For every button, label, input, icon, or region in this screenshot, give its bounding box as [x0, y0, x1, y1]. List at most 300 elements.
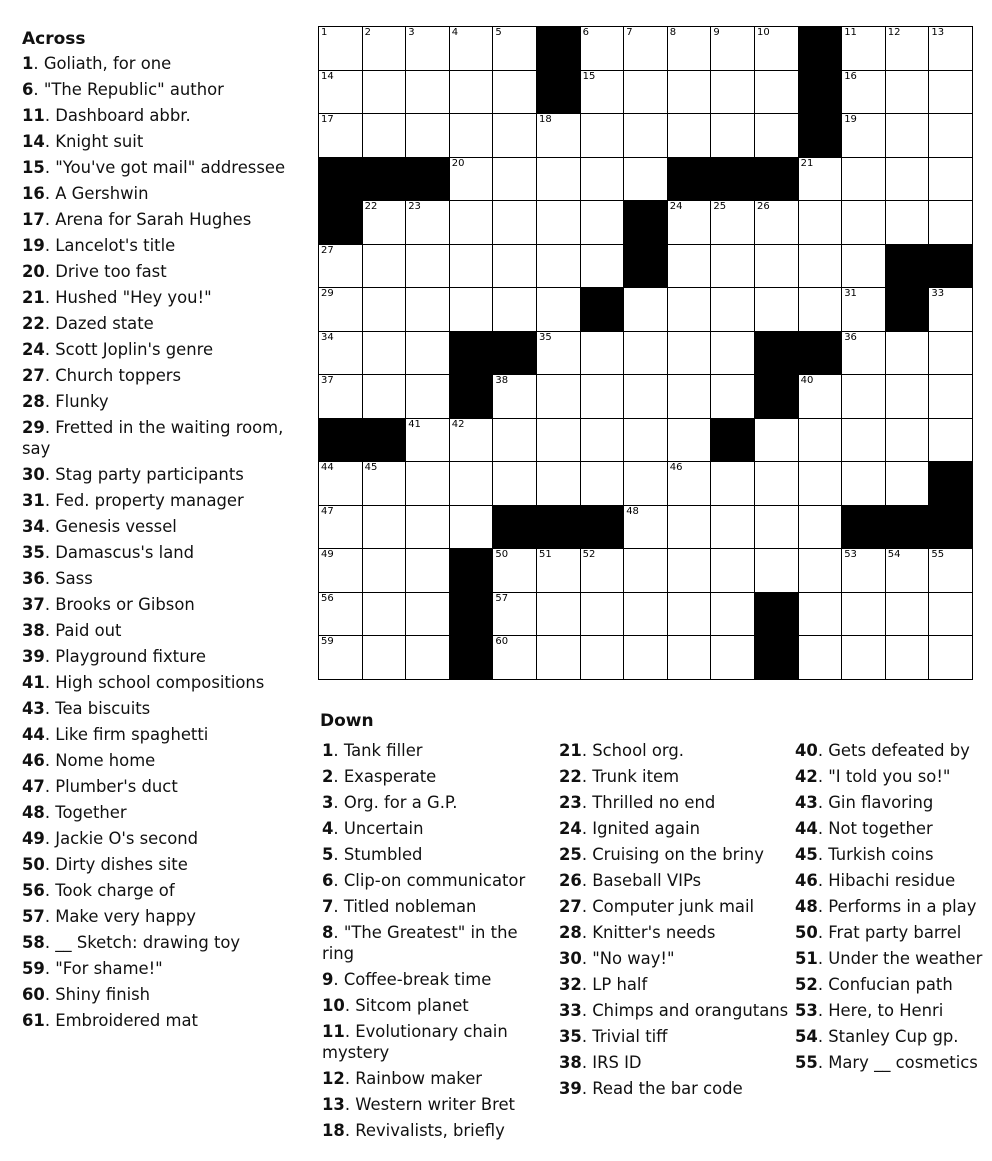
grid-cell[interactable]	[755, 419, 798, 462]
grid-cell[interactable]	[581, 27, 624, 70]
grid-cell[interactable]	[450, 288, 493, 331]
down-clue[interactable]: 40. Gets defeated by	[795, 741, 970, 760]
grid-cell[interactable]	[581, 593, 624, 636]
grid-cell[interactable]	[363, 71, 406, 114]
across-clue[interactable]: 21. Hushed "Hey you!"	[22, 288, 212, 307]
grid-cell[interactable]	[711, 288, 754, 331]
grid-cell[interactable]	[624, 593, 667, 636]
clue-number: 13	[322, 1095, 345, 1114]
down-clue[interactable]: 42. "I told you so!"	[795, 767, 951, 786]
grid-cell[interactable]	[711, 245, 754, 288]
grid-cell[interactable]	[450, 245, 493, 288]
grid-cell[interactable]	[493, 71, 536, 114]
across-clue[interactable]: 27. Church toppers	[22, 366, 182, 385]
grid-cell[interactable]	[755, 462, 798, 505]
grid-cell[interactable]	[886, 71, 929, 114]
grid-cell[interactable]	[711, 462, 754, 505]
grid-cell[interactable]	[799, 245, 842, 288]
across-clue[interactable]: 24. Scott Joplin's genre	[22, 340, 214, 359]
grid-cell[interactable]	[668, 549, 711, 592]
cell-number: 37	[321, 375, 334, 387]
grid-cell[interactable]	[406, 419, 449, 462]
across-clue[interactable]: 22. Dazed state	[22, 314, 154, 333]
grid-cell[interactable]	[668, 114, 711, 157]
grid-cell[interactable]	[799, 549, 842, 592]
down-clue[interactable]: 32. LP half	[559, 975, 648, 994]
grid-cell[interactable]	[842, 549, 885, 592]
cell-number: 59	[321, 636, 334, 648]
down-clue[interactable]: 51. Under the weather	[795, 949, 983, 968]
down-clue[interactable]: 50. Frat party barrel	[795, 923, 962, 942]
grid-cell[interactable]	[711, 506, 754, 549]
down-clue[interactable]: 10. Sitcom planet	[322, 996, 469, 1015]
down-clue[interactable]: 43. Gin flavoring	[795, 793, 934, 812]
grid-cell[interactable]	[493, 636, 536, 679]
grid-cell[interactable]	[929, 114, 972, 157]
grid-cell[interactable]	[537, 158, 580, 201]
grid-cell[interactable]	[581, 419, 624, 462]
grid-cell[interactable]	[493, 419, 536, 462]
grid-cell[interactable]	[929, 549, 972, 592]
grid-cell[interactable]	[711, 636, 754, 679]
grid-cell[interactable]	[493, 549, 536, 592]
grid-cell[interactable]	[624, 375, 667, 418]
down-clue[interactable]: 27. Computer junk mail	[559, 897, 755, 916]
grid-cell[interactable]	[493, 462, 536, 505]
down-clue[interactable]: 13. Western writer Bret	[322, 1095, 515, 1114]
across-clue[interactable]: 56. Took charge of	[22, 881, 175, 900]
grid-cell[interactable]	[842, 114, 885, 157]
grid-cell[interactable]	[799, 506, 842, 549]
grid-cell[interactable]	[319, 375, 362, 418]
clue-text: Jackie O's second	[55, 829, 199, 848]
down-clue[interactable]: 11. Evolutionary chain mystery	[322, 1022, 508, 1062]
across-clue[interactable]: 37. Brooks or Gibson	[22, 595, 195, 614]
grid-cell[interactable]	[799, 375, 842, 418]
grid-cell[interactable]	[493, 245, 536, 288]
cell-number: 49	[321, 549, 334, 561]
grid-cell[interactable]	[363, 549, 406, 592]
grid-cell[interactable]	[929, 636, 972, 679]
down-clue[interactable]: 5. Stumbled	[322, 845, 423, 864]
grid-cell[interactable]	[450, 201, 493, 244]
down-clue[interactable]: 48. Performs in a play	[795, 897, 977, 916]
grid-cell[interactable]	[624, 288, 667, 331]
grid-cell[interactable]	[493, 375, 536, 418]
black-square	[755, 158, 798, 201]
down-clue[interactable]: 53. Here, to Henri	[795, 1001, 944, 1020]
clue-text: Knight suit	[55, 132, 144, 151]
grid-cell[interactable]	[711, 332, 754, 375]
across-clue[interactable]: 30. Stag party participants	[22, 465, 244, 484]
grid-cell[interactable]	[842, 201, 885, 244]
clue-text: Evolutionary chain mystery	[322, 1022, 508, 1062]
grid-cell[interactable]	[711, 593, 754, 636]
grid-cell[interactable]	[363, 636, 406, 679]
across-clue[interactable]: 44. Like firm spaghetti	[22, 725, 209, 744]
grid-cell[interactable]	[711, 375, 754, 418]
across-clue[interactable]: 43. Tea biscuits	[22, 699, 151, 718]
clue-number: 35	[559, 1027, 582, 1046]
clue-text: Knitter's needs	[592, 923, 716, 942]
grid-cell[interactable]	[537, 549, 580, 592]
down-clue[interactable]: 28. Knitter's needs	[559, 923, 716, 942]
down-clue[interactable]: 35. Trivial tiff	[559, 1027, 668, 1046]
grid-cell[interactable]	[711, 201, 754, 244]
grid-cell[interactable]	[755, 27, 798, 70]
down-clue[interactable]: 30. "No way!"	[559, 949, 675, 968]
down-clue[interactable]: 8. "The Greatest" in the ring	[322, 923, 518, 963]
grid-cell[interactable]	[319, 593, 362, 636]
grid-cell[interactable]	[755, 245, 798, 288]
down-clue[interactable]: 38. IRS ID	[559, 1053, 642, 1072]
grid-cell[interactable]	[624, 332, 667, 375]
grid-cell[interactable]	[624, 506, 667, 549]
across-clue[interactable]: 28. Flunky	[22, 392, 109, 411]
down-clue[interactable]: 55. Mary __ cosmetics	[795, 1053, 978, 1072]
grid-cell[interactable]	[886, 375, 929, 418]
down-clue[interactable]: 26. Baseball VIPs	[559, 871, 702, 890]
grid-cell[interactable]	[624, 419, 667, 462]
clue-text: Make very happy	[55, 907, 196, 926]
clue-number: 32	[559, 975, 582, 994]
grid-cell[interactable]	[711, 71, 754, 114]
grid-cell[interactable]	[363, 375, 406, 418]
grid-cell[interactable]	[755, 506, 798, 549]
clue-text: Hibachi residue	[828, 871, 956, 890]
grid-cell[interactable]	[668, 27, 711, 70]
grid-cell[interactable]	[755, 288, 798, 331]
grid-cell[interactable]	[581, 375, 624, 418]
grid-cell[interactable]	[493, 114, 536, 157]
across-clue[interactable]: 14. Knight suit	[22, 132, 144, 151]
across-clue[interactable]: 59. "For shame!"	[22, 959, 163, 978]
across-clue[interactable]: 49. Jackie O's second	[22, 829, 199, 848]
across-clue[interactable]: 29. Fretted in the waiting room, say	[22, 418, 284, 458]
grid-cell[interactable]	[929, 593, 972, 636]
down-clue[interactable]: 3. Org. for a G.P.	[322, 793, 458, 812]
grid-cell[interactable]	[711, 27, 754, 70]
grid-cell[interactable]	[842, 593, 885, 636]
grid-cell[interactable]	[581, 71, 624, 114]
down-clue[interactable]: 46. Hibachi residue	[795, 871, 956, 890]
grid-cell[interactable]	[886, 549, 929, 592]
across-clue[interactable]: 46. Nome home	[22, 751, 156, 770]
clue-text: Hushed "Hey you!"	[55, 288, 212, 307]
grid-cell[interactable]	[493, 158, 536, 201]
grid-cell[interactable]	[363, 201, 406, 244]
grid-cell[interactable]	[406, 549, 449, 592]
grid-cell[interactable]	[799, 462, 842, 505]
grid-cell[interactable]	[581, 462, 624, 505]
grid-cell[interactable]	[929, 158, 972, 201]
grid-cell[interactable]	[581, 636, 624, 679]
grid-cell[interactable]	[624, 636, 667, 679]
grid-cell[interactable]	[668, 462, 711, 505]
grid-cell[interactable]	[406, 332, 449, 375]
grid-cell[interactable]	[668, 593, 711, 636]
grid-cell[interactable]	[363, 245, 406, 288]
grid-cell[interactable]	[711, 549, 754, 592]
down-clue[interactable]: 44. Not together	[795, 819, 933, 838]
grid-cell[interactable]	[450, 462, 493, 505]
grid-cell[interactable]	[799, 636, 842, 679]
across-clue[interactable]: 6. "The Republic" author	[22, 80, 224, 99]
grid-cell[interactable]	[886, 419, 929, 462]
across-clue[interactable]: 47. Plumber's duct	[22, 777, 178, 796]
grid-cell[interactable]	[363, 288, 406, 331]
grid-cell[interactable]	[929, 332, 972, 375]
down-clue[interactable]: 33. Chimps and orangutans	[559, 1001, 789, 1020]
across-clue[interactable]: 60. Shiny finish	[22, 985, 151, 1004]
grid-cell[interactable]	[799, 593, 842, 636]
down-clue[interactable]: 4. Uncertain	[322, 819, 424, 838]
grid-cell[interactable]	[842, 332, 885, 375]
down-clue[interactable]: 2. Exasperate	[322, 767, 437, 786]
grid-cell[interactable]	[363, 462, 406, 505]
grid-cell[interactable]	[363, 593, 406, 636]
grid-cell[interactable]	[319, 114, 362, 157]
grid-cell[interactable]	[624, 158, 667, 201]
down-clue[interactable]: 52. Confucian path	[795, 975, 953, 994]
grid-cell[interactable]	[450, 419, 493, 462]
grid-cell[interactable]	[929, 201, 972, 244]
grid-cell[interactable]	[450, 114, 493, 157]
grid-cell[interactable]	[799, 158, 842, 201]
grid-cell[interactable]	[842, 419, 885, 462]
clue-text: Arena for Sarah Hughes	[55, 210, 252, 229]
grid-cell[interactable]	[929, 288, 972, 331]
grid-cell[interactable]	[450, 506, 493, 549]
grid-cell[interactable]	[886, 636, 929, 679]
across-clue[interactable]: 41. High school compositions	[22, 673, 265, 692]
grid-cell[interactable]	[319, 462, 362, 505]
black-square	[668, 158, 711, 201]
clue-number: 34	[22, 517, 45, 536]
grid-cell[interactable]	[886, 158, 929, 201]
grid-cell[interactable]	[537, 419, 580, 462]
grid-cell[interactable]	[668, 332, 711, 375]
clue-number: 50	[795, 923, 818, 942]
across-clue[interactable]: 38. Paid out	[22, 621, 122, 640]
grid-cell[interactable]	[842, 245, 885, 288]
across-clue[interactable]: 15. "You've got mail" addressee	[22, 158, 286, 177]
clue-text: Genesis vessel	[55, 517, 177, 536]
black-square	[319, 419, 362, 462]
grid-cell[interactable]	[537, 593, 580, 636]
across-clue[interactable]: 17. Arena for Sarah Hughes	[22, 210, 252, 229]
grid-cell[interactable]	[842, 636, 885, 679]
grid-cell[interactable]	[624, 114, 667, 157]
grid-cell[interactable]	[929, 419, 972, 462]
down-clue[interactable]: 18. Revivalists, briefly	[322, 1121, 505, 1140]
grid-cell[interactable]	[624, 549, 667, 592]
grid-cell[interactable]	[581, 245, 624, 288]
grid-cell[interactable]	[406, 27, 449, 70]
grid-cell[interactable]	[929, 27, 972, 70]
grid-cell[interactable]	[406, 375, 449, 418]
grid-cell[interactable]	[799, 288, 842, 331]
grid-cell[interactable]	[319, 506, 362, 549]
across-clue[interactable]: 11. Dashboard abbr.	[22, 106, 191, 125]
grid-cell[interactable]	[406, 462, 449, 505]
black-square	[493, 506, 536, 549]
cell-number: 10	[756, 27, 770, 38]
clue-number: 30	[559, 949, 582, 968]
grid-cell[interactable]	[668, 636, 711, 679]
grid-cell[interactable]	[537, 332, 580, 375]
clue-text: Exasperate	[343, 767, 437, 786]
grid-cell[interactable]	[755, 549, 798, 592]
grid-cell[interactable]	[406, 636, 449, 679]
across-clue[interactable]: 16. A Gershwin	[22, 184, 149, 203]
grid-cell[interactable]	[842, 375, 885, 418]
grid-cell[interactable]	[406, 201, 449, 244]
black-square	[363, 158, 406, 201]
cell-number: 41	[408, 418, 421, 430]
grid-cell[interactable]	[406, 593, 449, 636]
grid-cell[interactable]	[493, 593, 536, 636]
grid-cell[interactable]	[799, 419, 842, 462]
grid-cell[interactable]	[537, 201, 580, 244]
grid-cell[interactable]	[319, 245, 362, 288]
grid-cell[interactable]	[842, 158, 885, 201]
grid-cell[interactable]	[624, 462, 667, 505]
clue-number: 18	[322, 1121, 345, 1140]
grid-cell[interactable]	[755, 71, 798, 114]
grid-cell[interactable]	[886, 114, 929, 157]
grid-cell[interactable]	[581, 114, 624, 157]
down-clue[interactable]: 22. Trunk item	[559, 767, 680, 786]
across-clue[interactable]: 34. Genesis vessel	[22, 517, 177, 536]
down-clue[interactable]: 23. Thrilled no end	[559, 793, 716, 812]
down-clue[interactable]: 39. Read the bar code	[559, 1079, 743, 1098]
grid-cell[interactable]	[711, 114, 754, 157]
across-clue[interactable]: 50. Dirty dishes site	[22, 855, 188, 874]
clue-number: 49	[22, 829, 45, 848]
grid-cell[interactable]	[319, 71, 362, 114]
grid-cell[interactable]	[755, 201, 798, 244]
cell-number: 9	[713, 27, 720, 38]
grid-cell[interactable]	[799, 201, 842, 244]
grid-cell[interactable]	[929, 71, 972, 114]
grid-cell[interactable]	[842, 27, 885, 70]
grid-cell[interactable]	[842, 462, 885, 505]
grid-cell[interactable]	[668, 506, 711, 549]
grid-cell[interactable]	[537, 245, 580, 288]
clue-text: Uncertain	[343, 819, 424, 838]
grid-cell[interactable]	[668, 201, 711, 244]
grid-cell[interactable]	[886, 332, 929, 375]
down-clue[interactable]: 9. Coffee-break time	[322, 970, 492, 989]
grid-cell[interactable]	[581, 549, 624, 592]
down-clue[interactable]: 6. Clip-on communicator	[322, 871, 526, 890]
across-clue[interactable]: 31. Fed. property manager	[22, 491, 244, 510]
across-clue[interactable]: 57. Make very happy	[22, 907, 196, 926]
grid-cell[interactable]	[886, 27, 929, 70]
grid-cell[interactable]	[668, 245, 711, 288]
grid-cell[interactable]	[668, 71, 711, 114]
grid-cell[interactable]	[755, 114, 798, 157]
grid-cell[interactable]	[450, 71, 493, 114]
grid-cell[interactable]	[319, 549, 362, 592]
across-clue[interactable]: 20. Drive too fast	[22, 262, 167, 281]
across-clue[interactable]: 19. Lancelot's title	[22, 236, 176, 255]
clue-text: Thrilled no end	[592, 793, 716, 812]
grid-cell[interactable]	[842, 288, 885, 331]
grid-cell[interactable]	[363, 27, 406, 70]
grid-cell[interactable]	[450, 158, 493, 201]
grid-cell[interactable]	[929, 375, 972, 418]
down-clue[interactable]: 24. Ignited again	[559, 819, 700, 838]
down-clue[interactable]: 1. Tank filler	[322, 741, 423, 760]
clue-number: 26	[559, 871, 582, 890]
grid-cell[interactable]	[406, 71, 449, 114]
clue-text: Sass	[55, 569, 93, 588]
down-clue[interactable]: 21. School org.	[559, 741, 684, 760]
grid-cell[interactable]	[886, 593, 929, 636]
across-clue[interactable]: 48. Together	[22, 803, 127, 822]
down-clue[interactable]: 25. Cruising on the briny	[559, 845, 764, 864]
across-clue[interactable]: 1. Goliath, for one	[22, 54, 172, 73]
across-clue[interactable]: 58. __ Sketch: drawing toy	[22, 933, 241, 952]
down-clue[interactable]: 45. Turkish coins	[795, 845, 934, 864]
grid-cell[interactable]	[624, 27, 667, 70]
clue-text: Computer junk mail	[592, 897, 755, 916]
across-clue[interactable]: 35. Damascus's land	[22, 543, 195, 562]
across-clue[interactable]: 61. Embroidered mat	[22, 1011, 198, 1030]
grid-cell[interactable]	[668, 375, 711, 418]
grid-cell[interactable]	[537, 288, 580, 331]
across-clue[interactable]: 36. Sass	[22, 569, 93, 588]
grid-cell[interactable]	[537, 462, 580, 505]
grid-cell[interactable]	[493, 288, 536, 331]
grid-cell[interactable]	[581, 158, 624, 201]
down-clue[interactable]: 12. Rainbow maker	[322, 1069, 483, 1088]
grid-cell[interactable]	[450, 27, 493, 70]
across-clue[interactable]: 39. Playground fixture	[22, 647, 206, 666]
grid-cell[interactable]	[319, 27, 362, 70]
grid-cell[interactable]	[363, 506, 406, 549]
grid-cell[interactable]	[537, 114, 580, 157]
grid-cell[interactable]	[668, 288, 711, 331]
grid-cell[interactable]	[886, 201, 929, 244]
grid-cell[interactable]	[319, 636, 362, 679]
down-clue[interactable]: 7. Titled nobleman	[322, 897, 477, 916]
grid-cell[interactable]	[406, 288, 449, 331]
grid-cell[interactable]	[624, 71, 667, 114]
grid-cell[interactable]	[363, 114, 406, 157]
grid-cell[interactable]	[363, 332, 406, 375]
grid-cell[interactable]	[537, 375, 580, 418]
grid-cell[interactable]	[842, 71, 885, 114]
grid-cell[interactable]	[668, 419, 711, 462]
grid-cell[interactable]	[319, 332, 362, 375]
grid-cell[interactable]	[537, 636, 580, 679]
grid-cell[interactable]	[493, 201, 536, 244]
grid-cell[interactable]	[406, 245, 449, 288]
grid-cell[interactable]	[406, 114, 449, 157]
grid-cell[interactable]	[319, 288, 362, 331]
grid-cell[interactable]	[406, 506, 449, 549]
grid-cell[interactable]	[581, 201, 624, 244]
clue-text: Together	[55, 803, 127, 822]
grid-cell[interactable]	[581, 332, 624, 375]
grid-cell[interactable]	[886, 462, 929, 505]
clue-text: Frat party barrel	[828, 923, 962, 942]
down-clue[interactable]: 54. Stanley Cup gp.	[795, 1027, 959, 1046]
grid-cell[interactable]	[493, 27, 536, 70]
